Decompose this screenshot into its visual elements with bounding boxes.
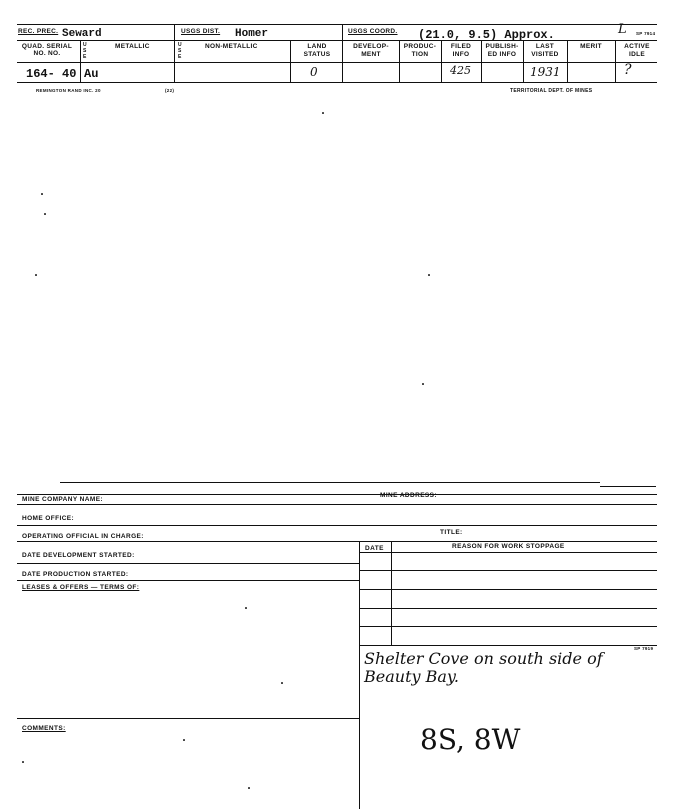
metallic-value: Au [84,67,99,81]
use-header-nonmetallic: U S E [178,42,182,60]
metallic-header: METALLIC [115,43,150,50]
title-label: TITLE: [440,529,463,536]
rec-prec-value: Seward [62,28,102,40]
bottom-form-number: SP 7919 [634,646,654,651]
location-note-line2: Beauty Bay. [364,667,459,686]
usgs-dist-value: Homer [235,28,269,40]
township-range-note: 8S, 8W [420,723,521,756]
non-metallic-header: NON-METALLIC [205,43,258,50]
merit-header: MERIT [580,43,602,50]
footer-code: (22) [165,88,175,93]
production-header: PRODUC- TION [403,43,437,58]
use-header-metallic: U S E [83,42,87,60]
home-office-label: HOME OFFICE: [22,515,75,522]
active-idle-value: ? [624,62,632,78]
leases-offers-label: LEASES & OFFERS — TERMS OF: [22,584,140,591]
quad-serial-value: 164- 40 [26,67,77,81]
usgs-dist-label: USGS DIST. [181,28,221,35]
development-header: DEVELOP- MENT [353,43,389,58]
published-info-header: PUBLISH- ED INFO [485,43,519,58]
top-form-number: SP 7914 [636,31,656,36]
quad-serial-header: QUAD. SERIAL NO. NO. [21,43,73,57]
rec-prec-label: REC. PREC. [18,28,59,35]
filed-info-header: FILED INFO [450,43,472,58]
land-status-header: LAND STATUS [303,43,331,58]
usgs-coord-value: (21.0, 9.5) Approx. [418,28,555,42]
operating-official-label: OPERATING OFFICIAL IN CHARGE: [22,533,144,540]
corner-mark: L [618,22,627,37]
date-production-label: DATE PRODUCTION STARTED: [22,571,129,578]
last-visited-value: 1931 [530,65,561,79]
last-visited-header: LAST VISITED [531,43,559,58]
mine-company-label: MINE COMPANY NAME: [22,496,103,503]
location-note-line1: Shelter Cove on south side of [364,649,603,668]
date-development-label: DATE DEVELOPMENT STARTED: [22,552,135,559]
land-status-value: 0 [310,65,318,79]
active-idle-header: ACTIVE IDLE [624,43,650,58]
date-column-header: DATE [365,545,384,552]
reason-column-header: REASON FOR WORK STOPPAGE [452,543,565,550]
comments-label: COMMENTS: [22,725,66,732]
printer-credit: REMINGTON RAND INC. 20 [36,88,101,93]
department-name: TERRITORIAL DEPT. OF MINES [510,88,593,94]
usgs-coord-label: USGS COORD. [348,28,398,35]
mine-address-label: MINE ADDRESS: [380,492,437,499]
filed-info-value: 425 [450,64,471,77]
